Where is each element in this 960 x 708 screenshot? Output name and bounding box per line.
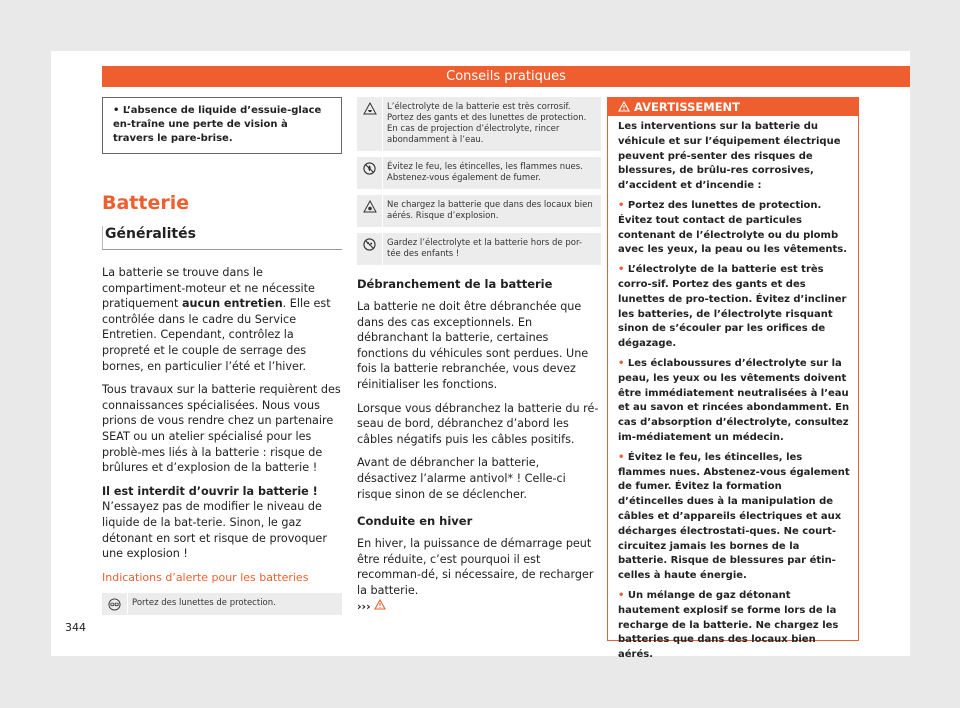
indication-text: Gardez l’électrolyte et la batterie hors de por-tée des enfants !: [382, 233, 601, 265]
page-number: 344: [65, 621, 86, 634]
warning-triangle-icon: [374, 600, 386, 613]
note-box: [102, 97, 342, 154]
paragraph: Il est interdit d’ouvrir la batterie ! N’essayez pas de modifier le niveau de liquide de la bat-terie. Sinon, le gaz détonant en sort et risque de provoquer une explosion !: [102, 484, 327, 561]
warning-header: [608, 98, 858, 116]
warning-item: • Évitez le feu, les étincelles, les flammes nues. Abstenez-vous également de fumer. Évitez la formation d’étincelles dues à la manipulation de câbles et d’appareils électriques et aux décharges électrostati-ques. Ne court-circuitez jamais les bornes de la batterie. Risque de blessures par étin-celles à haute énergie.: [618, 451, 850, 582]
section-subtitle: Généralités: [102, 226, 342, 250]
indication-row: [357, 233, 601, 265]
column-left: [102, 97, 342, 621]
paragraph: La batterie se trouve dans le compartiment-moteur et ne nécessite pratiquement aucun entretien. Elle est contrôlée dans le cadre du Service Entretien. Cependant, contrôlez la propreté et le couple de serrage des bornes, en particulier l’été et l’hiver.: [102, 266, 331, 373]
warning-title: AVERTISSEMENT: [634, 100, 741, 114]
warning-body: [608, 116, 858, 663]
paragraph: La batterie ne doit être débranchée que dans des cas exceptionnels. En débranchant la batterie, certaines fonctions du véhicules sont perdues. Une fois la batterie rebranchée, vous devez réinitialiser les fonctions.: [357, 300, 589, 391]
explosion-icon: [357, 195, 382, 217]
indication-text: Évitez le feu, les étincelles, les flammes nues. Abstenez-vous également de fumer.: [382, 157, 601, 189]
warning-box: [607, 97, 859, 661]
column-middle: [357, 97, 601, 614]
indications-title: Indications d’alerte pour les batteries: [102, 570, 309, 584]
paragraph: Lorsque vous débranchez la batterie du ré-seau de bord, débranchez d’abord les câbles négatifs puis les câbles positifs.: [357, 401, 599, 446]
warning-item: • Un mélange de gaz détonant hautement explosif se forme lors de la recharge de la batterie. Ne chargez les batteries que dans des locaux bien aérés.: [618, 589, 839, 661]
warning-item: • Les éclaboussures d’électrolyte sur la peau, les yeux ou les vêtements doivent être immédiatement neutralisées à l’eau et au savon et rincées abondamment. En cas d’absorption d’électrolyte, consultez im-médiatement un médecin.: [618, 357, 850, 443]
warning-triangle-icon: [618, 100, 630, 114]
heading-winter: Conduite en hiver: [357, 514, 473, 529]
paragraph: En hiver, la puissance de démarrage peut être réduite, c’est pourquoi il est recomman-dé, si nécessaire, de recharger la batterie. ›››: [357, 537, 594, 613]
indication-row: [102, 593, 342, 615]
heading-disconnect: Débranchement de la batterie: [357, 277, 553, 291]
warning-item: • L’électrolyte de la batterie est très corro-sif. Portez des gants et des lunettes de pro-tection. Évitez d’incliner les batteries, de l’électrolyte risquant sinon de s’écouler par les orifices de dégazage.: [618, 264, 847, 350]
page-header: Conseils pratiques: [102, 66, 910, 87]
warning-item: • Portez des lunettes de protection. Évitez tout contact de particules contenant de l’électrolyte ou du plomb avec les yeux, la peau ou les vêtements.: [618, 199, 848, 256]
continue-arrows: ›››: [357, 599, 371, 613]
bullet: •: [113, 105, 120, 116]
indication-text: Ne chargez la batterie que dans des locaux bien aérés. Risque d’explosion.: [382, 195, 601, 227]
paragraph: Tous travaux sur la batterie requièrent des connaissances spécialisées. Nous vous prions de vous rendre chez un partenaire SEAT ou un atelier spécialisé pour les problè-mes liés à la batterie : risque de brûlures et d’explosion de la batterie !: [102, 383, 341, 475]
indication-text: L’électrolyte de la batterie est très corrosif. Portez des gants et des lunettes de protection. En cas de projection d’électrolyte, rincer abondamment à l’eau.: [382, 97, 601, 151]
no-fire-icon: [357, 157, 382, 179]
indication-text: Portez des lunettes de protection.: [127, 593, 282, 614]
note-text: L’absence de liquide d’essuie-glace en-traîne une perte de vision à travers le pare-brise.: [113, 105, 322, 144]
indication-row: [357, 97, 601, 151]
section-title: Batterie: [102, 192, 190, 214]
column-right: [607, 97, 859, 661]
warning-intro: Les interventions sur la batterie du véhicule et sur l’équipement électrique peuvent pré-senter des risques de blessures, de brûlu-res corrosives, d’accident et d’incendie :: [618, 121, 841, 192]
indication-row: [357, 157, 601, 189]
keep-away-children-icon: [357, 233, 382, 255]
corrosive-icon: [357, 97, 382, 119]
indication-row: [357, 195, 601, 227]
manual-page: [51, 51, 910, 661]
goggles-icon: [102, 593, 127, 615]
paragraph: Avant de débrancher la batterie, désactivez l’alarme antivol* ! Celle-ci risque sinon de se déclencher.: [357, 456, 566, 501]
